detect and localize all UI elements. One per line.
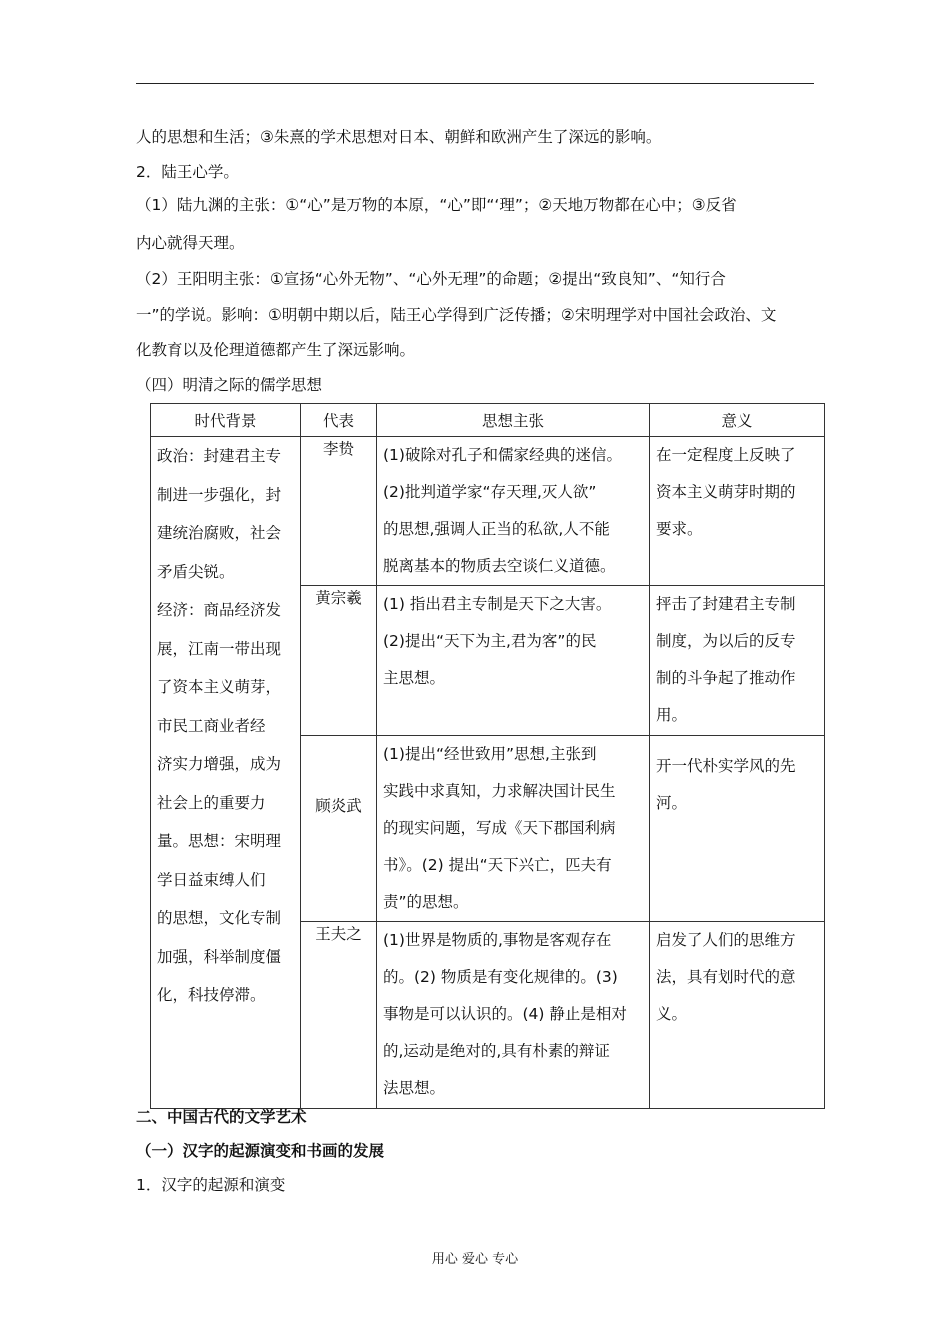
meaning-line: 用。 bbox=[656, 706, 688, 724]
background-line: 政治：封建君主专 bbox=[157, 447, 282, 465]
meaning-line: 资本主义萌芽时期的 bbox=[656, 483, 796, 501]
representative-cell: 顾炎武 bbox=[301, 736, 377, 922]
table-row bbox=[151, 437, 825, 586]
page-footer: 用心 爱心 专心 bbox=[431, 1252, 519, 1267]
thought-line: 实践中求真知，力求解决国计民生 bbox=[383, 782, 616, 800]
paragraph-line: 人的思想和生活；③朱熹的学术思想对日本、朝鲜和欧洲产生了深远的影响。 bbox=[136, 128, 662, 146]
paragraph-line: 内心就得天理。 bbox=[136, 234, 245, 252]
background-line: 了资本主义萌芽， bbox=[157, 678, 282, 696]
thought-cell bbox=[377, 922, 650, 1109]
background-line: 济实力增强，成为 bbox=[157, 755, 282, 773]
thought-line: 的思想,强调人正当的私欲,人不能 bbox=[383, 520, 610, 538]
chapter-heading: 二、中国古代的文学艺术 bbox=[136, 1108, 307, 1126]
table-header-row bbox=[151, 404, 825, 437]
section-heading: 2．陆王心学。 bbox=[136, 163, 239, 181]
thought-line: (2)批判道学家“存天理,灭人欲” bbox=[383, 483, 597, 501]
meaning-line: 开一代朴实学风的先 bbox=[656, 757, 796, 775]
meaning-line: 在一定程度上反映了 bbox=[656, 446, 796, 464]
paragraph-line: 一”的学说。影响：①明朝中期以后，陆王心学得到广泛传播；②宋明理学对中国社会政治、文 bbox=[136, 306, 777, 324]
subsection-heading: （一）汉字的起源演变和书画的发展 bbox=[136, 1142, 385, 1160]
meaning-cell bbox=[650, 586, 825, 736]
paragraph-line: （1）陆九渊的主张：①“心”是万物的本原，“心”即“‘理”；②天地万物都在心中；③反省 bbox=[136, 196, 737, 214]
thought-line: (1)提出“经世致用”思想,主张到 bbox=[383, 745, 597, 763]
thought-cell bbox=[377, 437, 650, 586]
background-line: 加强，科举制度僵 bbox=[157, 947, 282, 966]
header-meaning: 意义 bbox=[650, 404, 825, 437]
thought-line: 的现实问题，写成《天下郡国利病 bbox=[383, 819, 616, 837]
thought-line: 的。(2) 物质是有变化规律的。(3) bbox=[383, 968, 618, 986]
paragraph-line: 化教育以及伦理道德都产生了深远影响。 bbox=[136, 341, 416, 359]
meaning-line: 制的斗争起了推动作 bbox=[656, 669, 796, 687]
meaning-line: 法，具有划时代的意 bbox=[656, 968, 796, 986]
thought-line: 的,运动是绝对的,具有朴素的辩证 bbox=[383, 1042, 610, 1060]
thought-line: (1)世界是物质的,事物是客观存在 bbox=[383, 931, 612, 949]
meaning-cell bbox=[650, 437, 825, 586]
background-line: 建统治腐败，社会 bbox=[157, 524, 282, 542]
section-heading: 1．汉字的起源和演变 bbox=[136, 1176, 286, 1194]
meaning-line: 制度，为以后的反专 bbox=[656, 632, 796, 650]
header-rule bbox=[136, 83, 814, 84]
thought-line: 事物是可以认识的。(4) 静止是相对 bbox=[383, 1005, 627, 1023]
representative-cell: 王夫之 bbox=[301, 922, 377, 1109]
thought-line: 书》。(2) 提出“天下兴亡，匹夫有 bbox=[383, 856, 612, 874]
background-cell bbox=[151, 437, 301, 1109]
confucian-thought-table bbox=[150, 403, 825, 1109]
thought-line: 法思想。 bbox=[383, 1079, 446, 1097]
thought-line: (1) 指出君主专制是天下之大害。 bbox=[383, 595, 612, 613]
meaning-cell bbox=[650, 922, 825, 1109]
meaning-cell bbox=[650, 736, 825, 922]
representative-cell: 李贽 bbox=[301, 437, 377, 586]
background-line: 制进一步强化，封 bbox=[157, 485, 282, 504]
meaning-line: 抨击了封建君主专制 bbox=[656, 595, 796, 613]
background-line: 展，江南一带出现 bbox=[157, 639, 282, 658]
background-line: 社会上的重要力 bbox=[157, 793, 266, 812]
background-line: 化，科技停滞。 bbox=[157, 986, 266, 1004]
meaning-line: 义。 bbox=[656, 1005, 688, 1023]
background-line: 量。思想：宋明理 bbox=[157, 832, 282, 850]
header-representative: 代表 bbox=[301, 404, 377, 437]
thought-line: 责”的思想。 bbox=[383, 893, 469, 911]
paragraph-line: （2）王阳明主张：①宣扬“心外无物”、“心外无理”的命题；②提出“致良知”、“知行合 bbox=[136, 270, 726, 288]
header-thought: 思想主张 bbox=[377, 404, 650, 437]
thought-cell bbox=[377, 586, 650, 736]
meaning-line: 要求。 bbox=[656, 520, 703, 538]
background-line: 矛盾尖锐。 bbox=[157, 562, 235, 581]
background-line: 经济：商品经济发 bbox=[157, 601, 282, 619]
meaning-line: 启发了人们的思维方 bbox=[656, 931, 796, 949]
subsection-heading: （四）明清之际的儒学思想 bbox=[136, 376, 323, 394]
background-line: 市民工商业者经 bbox=[157, 716, 266, 735]
thought-cell bbox=[377, 736, 650, 922]
meaning-line: 河。 bbox=[656, 794, 688, 812]
thought-line: 脱离基本的物质去空谈仁义道德。 bbox=[383, 557, 616, 575]
thought-line: (1)破除对孔子和儒家经典的迷信。 bbox=[383, 446, 622, 464]
background-line: 的思想，文化专制 bbox=[157, 909, 282, 927]
background-line: 学日益束缚人们 bbox=[157, 870, 266, 889]
thought-line: (2)提出“天下为主,君为客”的民 bbox=[383, 632, 597, 650]
representative-cell: 黄宗羲 bbox=[301, 586, 377, 736]
header-background: 时代背景 bbox=[151, 404, 301, 437]
thought-line: 主思想。 bbox=[383, 669, 446, 687]
